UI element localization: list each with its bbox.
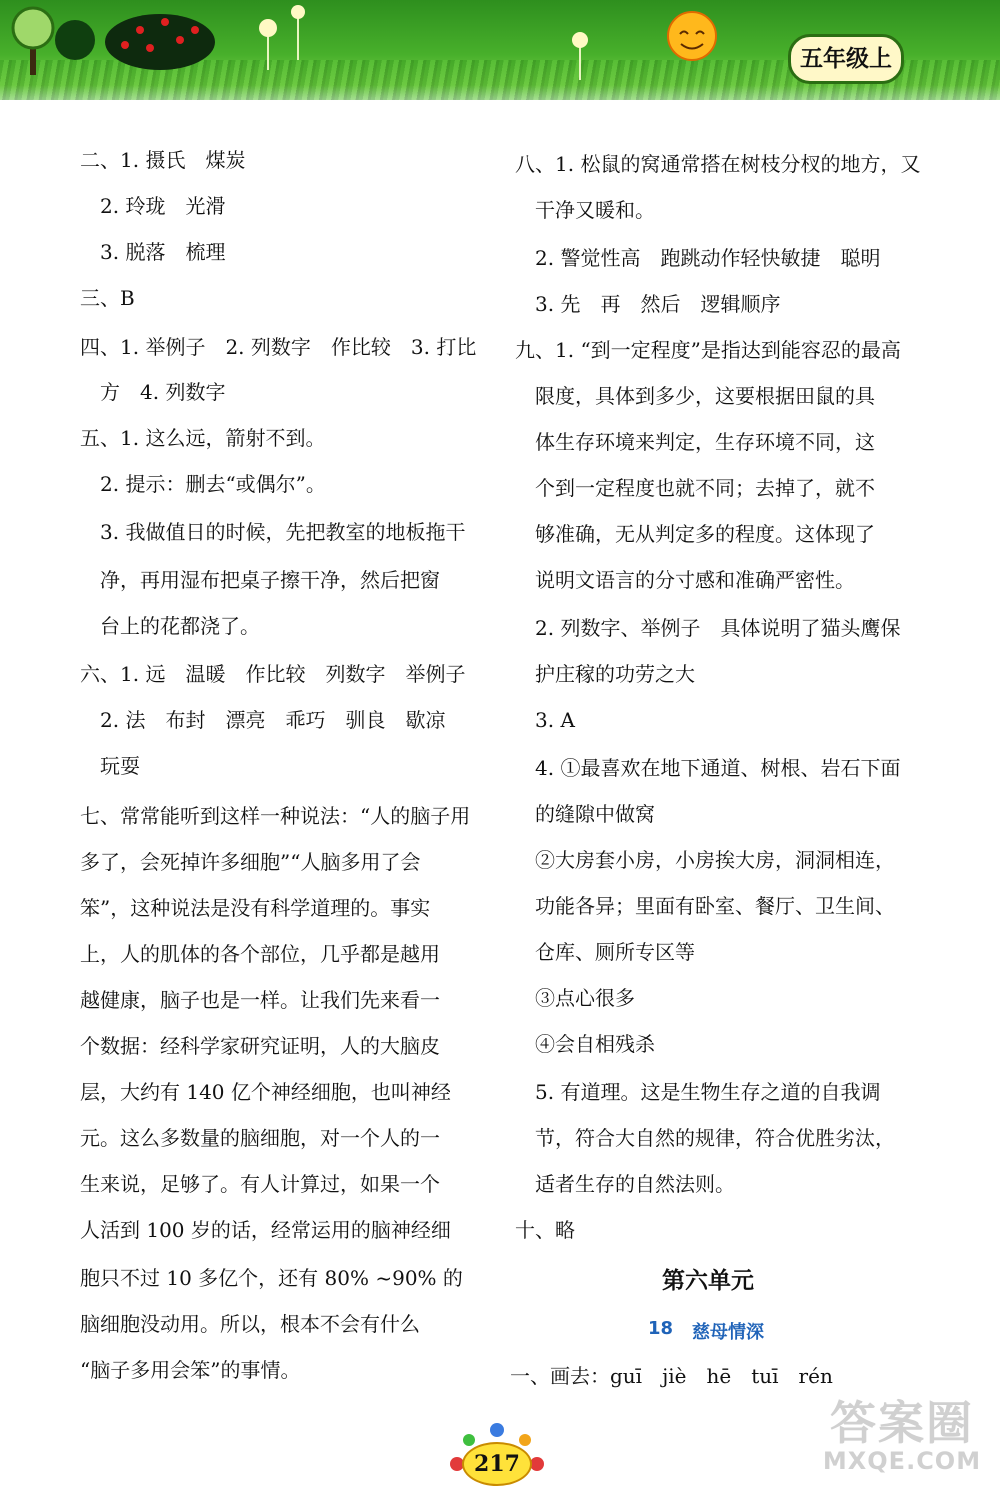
- answer-line: 三、B: [80, 286, 135, 310]
- answer-line: 3. 先 再 然后 逻辑顺序: [515, 292, 781, 316]
- watermark: [812, 1398, 992, 1482]
- answer-line: 人活到 100 岁的话，经常运用的脑神经细: [80, 1218, 451, 1242]
- answer-line: 护庄稼的功劳之大: [515, 662, 695, 686]
- answer-line: 2. 玲珑 光滑: [80, 194, 226, 218]
- answer-line: 四、1. 举例子 2. 列数字 作比较 3. 打比: [80, 335, 477, 359]
- page-number: 217: [462, 1442, 532, 1486]
- answer-line: ④会自相残杀: [515, 1032, 655, 1056]
- answer-line: 净，再用湿布把桌子擦干净，然后把窗: [80, 568, 440, 592]
- answer-line: 十、略: [515, 1218, 575, 1242]
- header-banner: [0, 0, 1000, 100]
- grade-badge: 五年级上: [788, 34, 904, 84]
- answer-line: 台上的花都浇了。: [80, 614, 260, 638]
- answer-line: 胞只不过 10 多亿个，还有 80% ~90% 的: [80, 1266, 463, 1290]
- answer-line: 七、常常能听到这样一种说法：“人的脑子用: [80, 804, 471, 828]
- answer-line: 六、1. 远 温暖 作比较 列数字 举例子: [80, 662, 466, 686]
- answer-line: 多了，会死掉许多细胞”“人脑多用了会: [80, 850, 421, 874]
- answer-line: 个数据：经科学家研究证明，人的大脑皮: [80, 1034, 440, 1058]
- unit-title: 第六单元: [662, 1268, 754, 1294]
- answer-line: 体生存环境来判定，生存环境不同，这: [515, 430, 875, 454]
- answer-line: 生来说，足够了。有人计算过，如果一个: [80, 1172, 440, 1196]
- answer-line: 3. 脱落 梳理: [80, 240, 226, 264]
- answer-line: 说明文语言的分寸感和准确严密性。: [515, 568, 855, 592]
- answer-line: 上，人的肌体的各个部位，几乎都是越用: [80, 942, 440, 966]
- answer-line: 2. 列数字、举例子 具体说明了猫头鹰保: [515, 616, 901, 640]
- answer-line: 3. 我做值日的时候，先把教室的地板拖干: [80, 520, 466, 544]
- answer-line: 功能各异；里面有卧室、餐厅、卫生间、: [515, 894, 895, 918]
- lesson-number: 18: [648, 1318, 674, 1339]
- answer-line: 越健康，脑子也是一样。让我们先来看一: [80, 988, 440, 1012]
- answer-line: 的缝隙中做窝: [515, 802, 655, 826]
- watermark-url: MXQE.COM: [822, 1447, 982, 1475]
- answer-line: 方 4. 列数字: [80, 380, 226, 404]
- answer-line: 五、1. 这么远，箭射不到。: [80, 426, 326, 450]
- answer-line: 适者生存的自然法则。: [515, 1172, 735, 1196]
- answer-line: 层，大约有 140 亿个神经细胞，也叫神经: [80, 1080, 451, 1104]
- answer-line: 玩耍: [80, 754, 140, 778]
- watermark-logo: 答案圈: [830, 1396, 974, 1450]
- lesson-title: 慈母情深: [692, 1322, 764, 1343]
- answer-line: 元。这么多数量的脑细胞，对一个人的一: [80, 1126, 440, 1150]
- answer-line: 八、1. 松鼠的窝通常搭在树枝分杈的地方，又: [515, 152, 921, 176]
- answer-line: 二、1. 摄氏 煤炭: [80, 148, 246, 172]
- answer-line: 2. 提示：删去“或偶尔”。: [80, 472, 326, 496]
- answer-line: 4. ①最喜欢在地下通道、树根、岩石下面: [515, 756, 901, 780]
- answer-line: 节，符合大自然的规律，符合优胜劣汰，: [515, 1126, 895, 1150]
- answer-line: 一、画去：guī jiè hē tuī rén: [510, 1364, 833, 1388]
- answer-line: 2. 法 布封 漂亮 乖巧 驯良 歇凉: [80, 708, 446, 732]
- answer-line: ③点心很多: [515, 986, 635, 1010]
- answer-line: 3. A: [515, 708, 575, 732]
- answer-line: 笨”，这种说法是没有科学道理的。事实: [80, 896, 431, 920]
- answer-line: 脑细胞没动用。所以，根本不会有什么: [80, 1312, 420, 1336]
- answer-line: 5. 有道理。这是生物生存之道的自我调: [515, 1080, 881, 1104]
- answer-line: 限度，具体到多少，这要根据田鼠的具: [515, 384, 875, 408]
- answer-line: 九、1. “到一定程度”是指达到能容忍的最高: [515, 338, 901, 362]
- answer-line: 干净又暖和。: [515, 198, 655, 222]
- answer-line: 2. 警觉性高 跑跳动作轻快敏捷 聪明: [515, 246, 881, 270]
- answer-line: 个到一定程度也就不同；去掉了，就不: [515, 476, 875, 500]
- answer-line: 仓库、厕所专区等: [515, 940, 695, 964]
- answer-line: 够准确，无从判定多的程度。这体现了: [515, 522, 875, 546]
- answer-line: “脑子多用会笨”的事情。: [80, 1358, 301, 1382]
- answer-line: ②大房套小房，小房挨大房，洞洞相连，: [515, 848, 895, 872]
